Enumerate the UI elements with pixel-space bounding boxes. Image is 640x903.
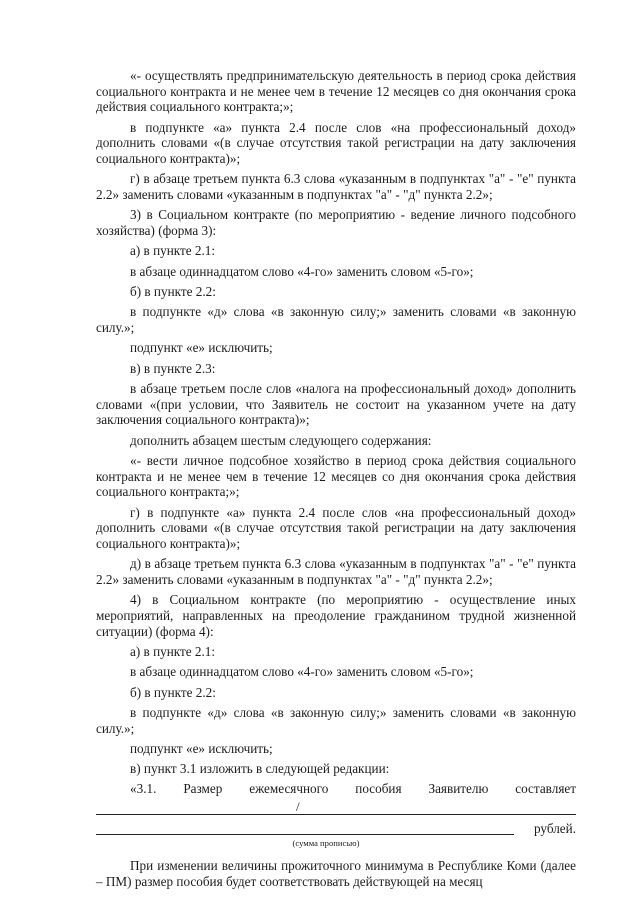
paragraph-20: в подпункте «д» слова «в законную силу;» заменить словами «в законную силу.»;: [96, 704, 576, 736]
paragraph-4: 3) в Социальном контракте (по мероприятию - ведение личного подсобного хозяйства) (форма 3):: [96, 207, 576, 239]
paragraph-11: в абзаце третьем после слов «налога на профессиональный доход» дополнить словами «(при условии, что Заявитель не состоит на указанном учете на дату заключения социального контракта)»;: [96, 380, 576, 428]
paragraph-7: б) в пункте 2.2:: [130, 284, 216, 299]
paragraph-12: дополнить абзацем шестым следующего содержания:: [130, 432, 432, 448]
paragraph-8: в подпункте «д» слова «в законную силу;» заменить словами «в законную силу.»;: [96, 304, 576, 335]
paragraph-17: а) в пункте 2.1:: [130, 644, 216, 659]
paragraph-18: в абзаце одиннадцатом слово «4-го» заменить словом «5-го»;: [130, 664, 474, 680]
paragraph-23: «3.1. Размер ежемесячного пособия Заявителю составляет: [130, 781, 576, 797]
underline-rule: [96, 834, 514, 835]
paragraph-5: а) в пункте 2.1:: [130, 243, 216, 259]
paragraph-16: 4) в Социальном контракте (по мероприятию - осуществление иных мероприятий, направленных на преодоление гражданином трудной жизненной ситуации) (форма 4):: [96, 592, 576, 639]
amount-in-words-line: [96, 821, 576, 837]
separator-slash: /: [296, 799, 300, 815]
paragraph-tail: При изменении величины прожиточного минимума в Республике Коми (далее – ПМ) размер пособия будет соответствовать действующей на месяц: [96, 858, 576, 889]
paragraph-21: подпункт «е» исключить;: [130, 740, 273, 756]
paragraph-6: в абзаце одиннадцатом слово «4-го» заменить словом «5-го»;: [130, 263, 474, 279]
rubles-label: рублей.: [533, 821, 576, 837]
paragraph-9: подпункт «е» исключить;: [130, 340, 273, 356]
paragraph-10: в) в пункте 2.3:: [130, 360, 216, 376]
document-body: [96, 68, 576, 896]
paragraph-15: д) в абзаце третьем пункта 6.3 слова «указанным в подпунктах "а" - "е" пункта 2.2» заменить словами «указанным в подпунктах "а" - "д" пункта 2.2»;: [96, 556, 576, 587]
paragraph-2: в подпункте «а» пункта 2.4 после слов «на профессиональный доход» дополнить словами «(в случае отсутствия такой регистрации на дату заключения социального контракта)»;: [96, 119, 576, 167]
amount-blank-line: [96, 799, 576, 818]
paragraph-1: «- осуществлять предпринимательскую деятельность в период срока действия социального контракта и не менее чем в течение 12 месяцев со дня окончания срока действия социального контракта;»;: [96, 68, 576, 115]
paragraph-3: г) в абзаце третьем пункта 6.3 слова «указанным в подпунктах "а" - "е" пункта 2.2» заменить словами «указанным в подпунктах "а" - "д" пункта 2.2»;: [96, 171, 576, 203]
amount-caption: (сумма прописью): [292, 838, 360, 849]
underline-rule: [96, 814, 576, 815]
paragraph-14: г) в подпункте «а» пункта 2.4 после слов «на профессиональный доход» дополнить словами «(в случае отсутствия такой регистрации на дату заключения социального контракта)»;: [96, 504, 576, 551]
paragraph-22: в) пункт 3.1 изложить в следующей редакции:: [130, 761, 390, 777]
paragraph-13: «- вести личное подсобное хозяйство в период срока действия социального контракта и не менее чем в течение 12 месяцев со дня окончания срока действия социального контракта;»;: [96, 452, 576, 500]
paragraph-19: б) в пункте 2.2:: [130, 684, 216, 700]
